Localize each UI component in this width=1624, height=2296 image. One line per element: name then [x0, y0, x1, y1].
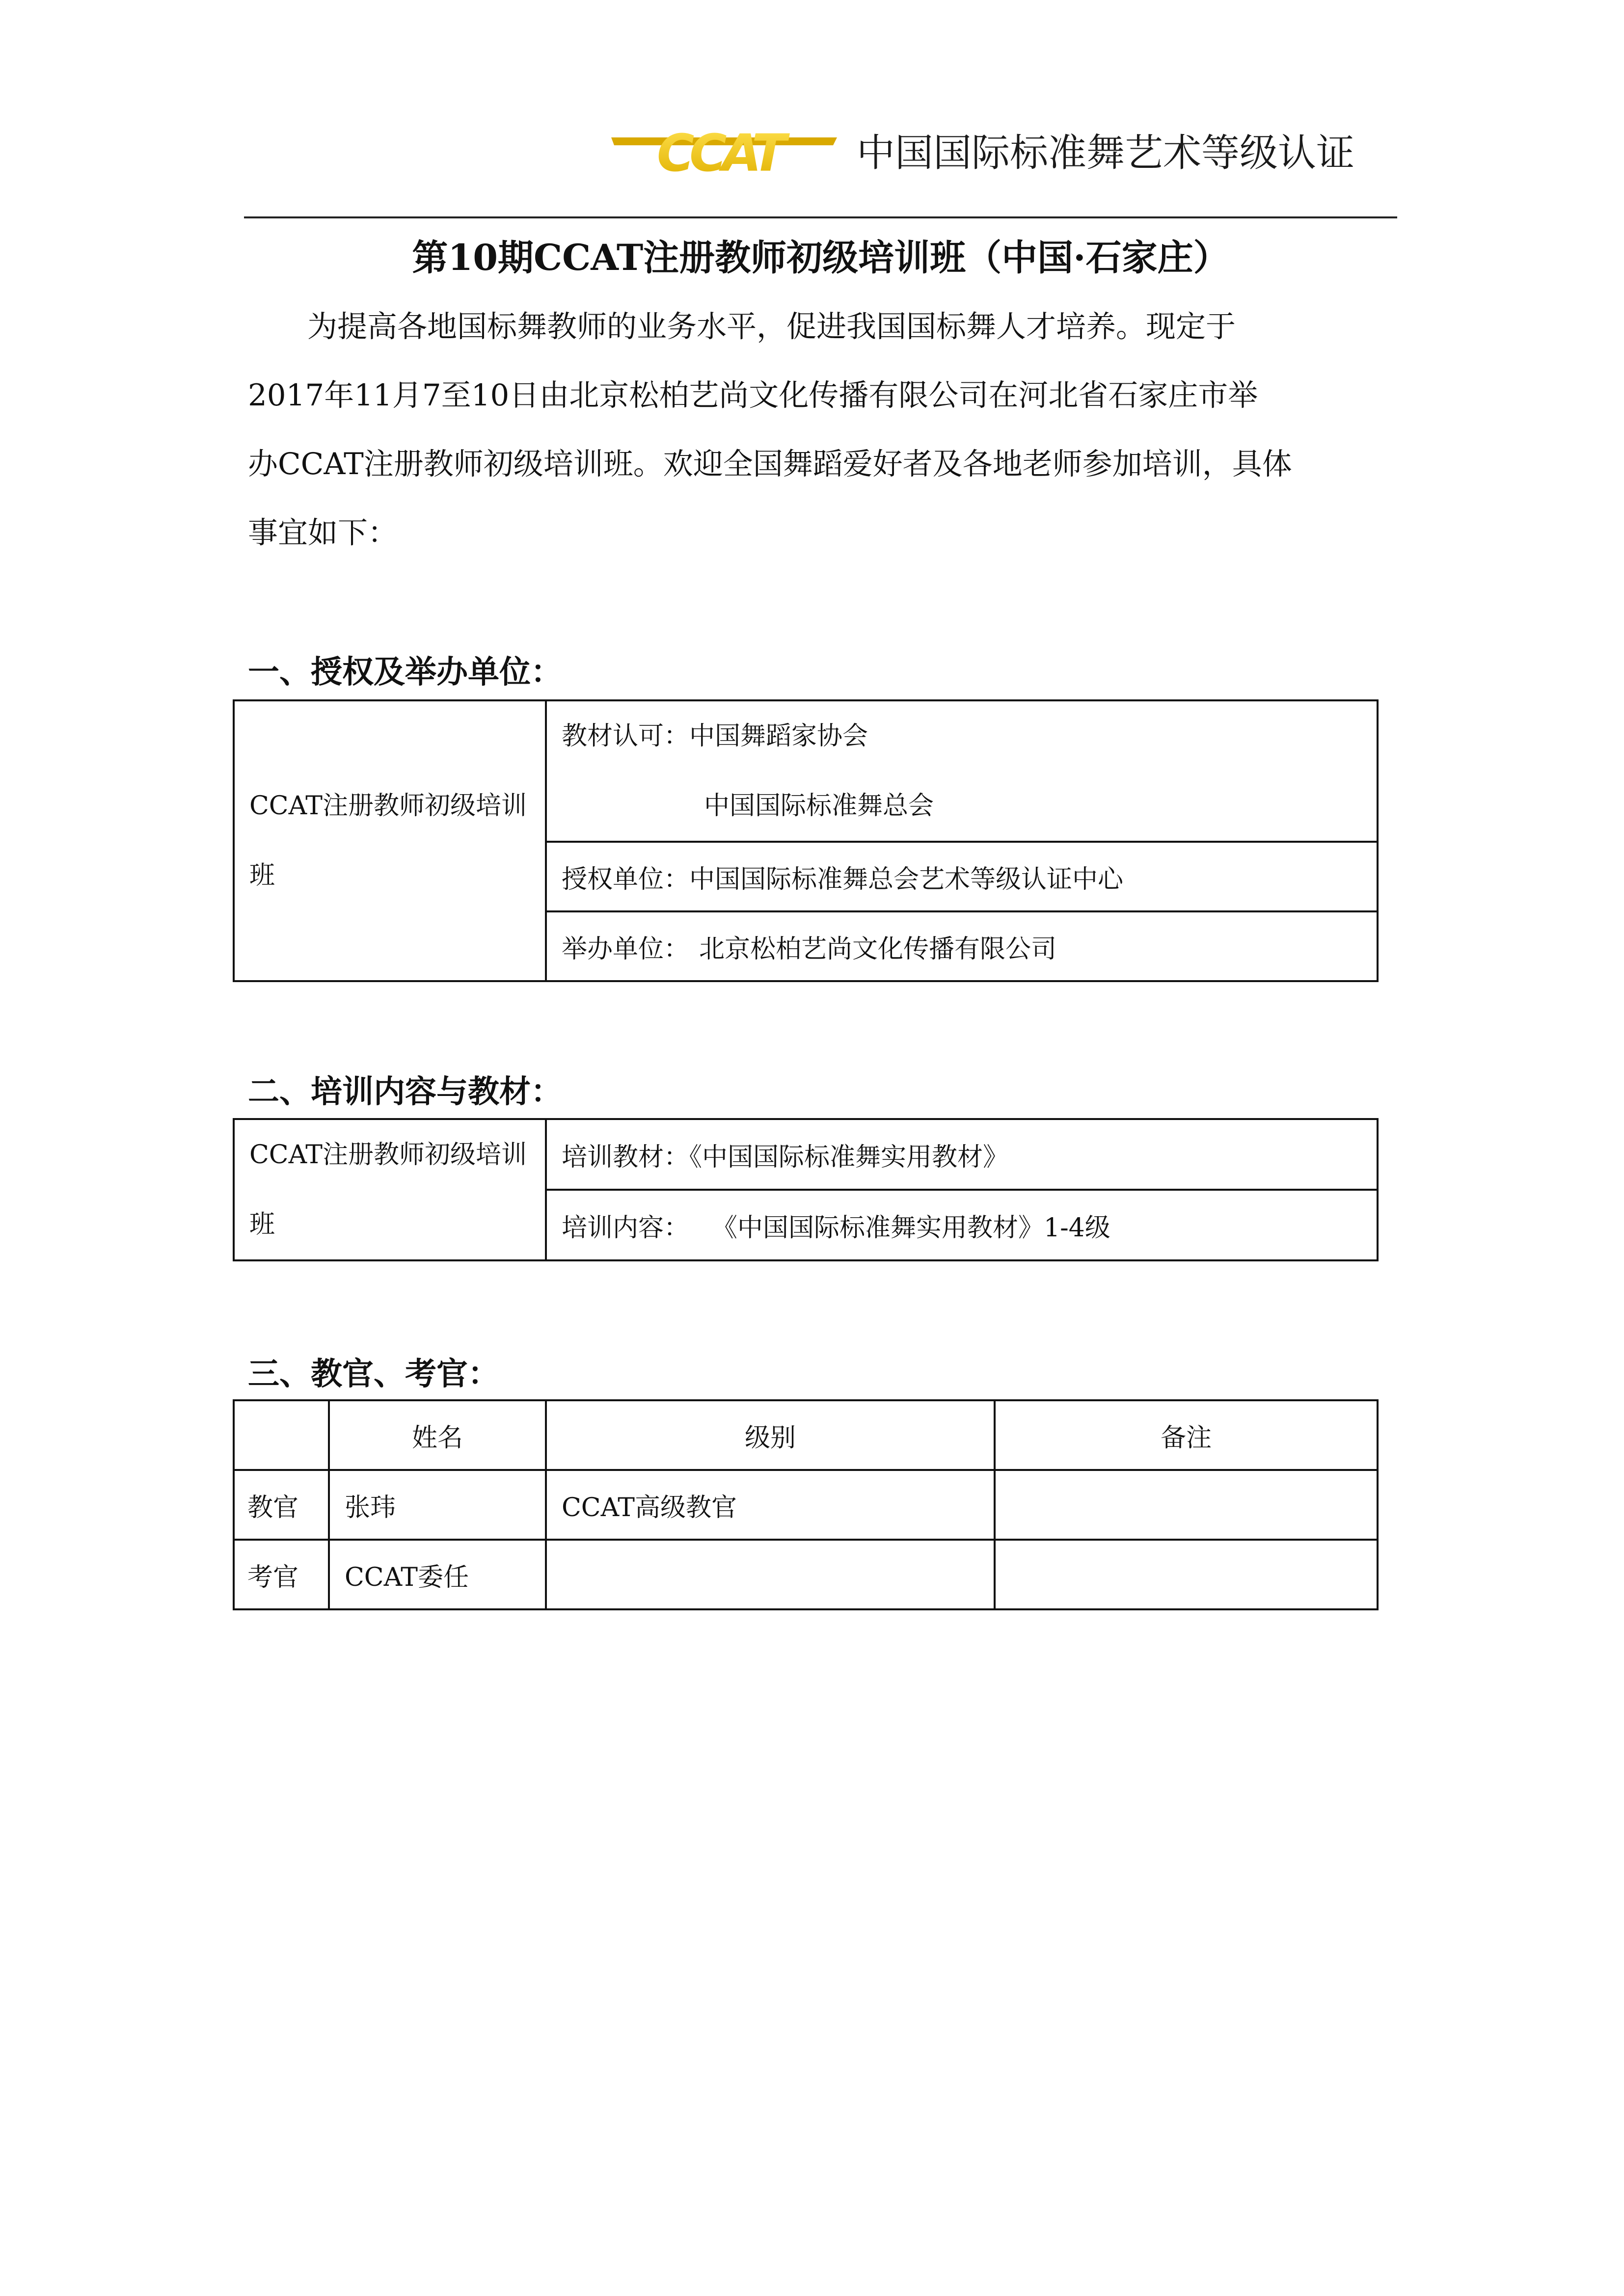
- textbook-approval-org1: 中国舞蹈家协会: [689, 721, 868, 751]
- authorized-by-value: 中国国际标准舞总会艺术等级认证中心: [689, 864, 1124, 894]
- document-title: 第10期CCAT注册教师初级培训班（中国·石家庄）: [412, 237, 1229, 279]
- header-title: 中国国际标准舞艺术等级认证: [857, 131, 1355, 175]
- intro-line-3: 办CCAT注册教师初级培训班。欢迎全国舞蹈爱好者及各地老师参加培训，具体: [248, 447, 1292, 481]
- textbook-approval-label: 教材认可：: [562, 721, 690, 751]
- course-name-cell: CCAT注册教师初级培训班: [234, 1119, 546, 1260]
- authorized-by-label: 授权单位：: [562, 864, 690, 894]
- organizer-value: 北京松柏艺尚文化传播有限公司: [699, 934, 1057, 964]
- section1-heading: 一、授权及举办单位：: [248, 654, 562, 691]
- authorization-table: [233, 699, 1379, 982]
- table-row: [234, 1119, 1378, 1190]
- level-cell: CCAT高级教官: [546, 1470, 995, 1540]
- content-cell: [546, 1190, 1378, 1260]
- section2-heading: 二、培训内容与教材：: [248, 1073, 562, 1110]
- role-cell: 教官: [234, 1470, 329, 1540]
- header-cell-name: 姓名: [329, 1400, 546, 1470]
- note-cell: [995, 1470, 1378, 1540]
- training-content-table: [233, 1118, 1379, 1261]
- ccat-logo-text: CCAT: [656, 129, 782, 178]
- header-divider: [244, 216, 1397, 218]
- textbook-approval-org2: 中国国际标准舞总会: [704, 791, 934, 821]
- textbook-value: 《中国国际标准舞实用教材》: [689, 1142, 1009, 1172]
- intro-line-2: 2017年11月7至10日由北京松柏艺尚文化传播有限公司在河北省石家庄市举: [248, 378, 1258, 413]
- intro-line-1: 为提高各地国标舞教师的业务水平，促进我国国标舞人才培养。现定于: [307, 309, 1236, 344]
- table-row: [234, 1470, 1378, 1540]
- name-cell: 张玮: [329, 1470, 546, 1540]
- header-cell-level: 级别: [546, 1400, 995, 1470]
- note-cell: [995, 1540, 1378, 1609]
- role-cell: 考官: [234, 1540, 329, 1609]
- content-value: 《中国国际标准舞实用教材》1-4级: [712, 1213, 1110, 1243]
- header-cell-note: 备注: [995, 1400, 1378, 1470]
- course-name-cell: CCAT注册教师初级培训班: [234, 700, 546, 981]
- textbook-approval-cell: [546, 700, 1378, 842]
- organizer-cell: [546, 911, 1378, 981]
- name-cell: CCAT委任: [329, 1540, 546, 1609]
- table-header-row: [234, 1400, 1378, 1470]
- intro-line-4: 事宜如下：: [248, 515, 398, 550]
- ccat-logo: [582, 129, 857, 178]
- textbook-cell: [546, 1119, 1378, 1190]
- section3-heading: 三、教官、考官：: [248, 1356, 499, 1392]
- organizer-label: 举办单位：: [562, 934, 690, 964]
- level-cell: [546, 1540, 995, 1609]
- instructors-table: [233, 1399, 1379, 1610]
- content-label: 培训内容：: [562, 1213, 690, 1243]
- authorized-by-cell: [546, 842, 1378, 911]
- textbook-label: 培训教材：: [562, 1142, 690, 1172]
- table-row: [234, 1540, 1378, 1609]
- table-row: [234, 700, 1378, 842]
- header-cell-role: [234, 1400, 329, 1470]
